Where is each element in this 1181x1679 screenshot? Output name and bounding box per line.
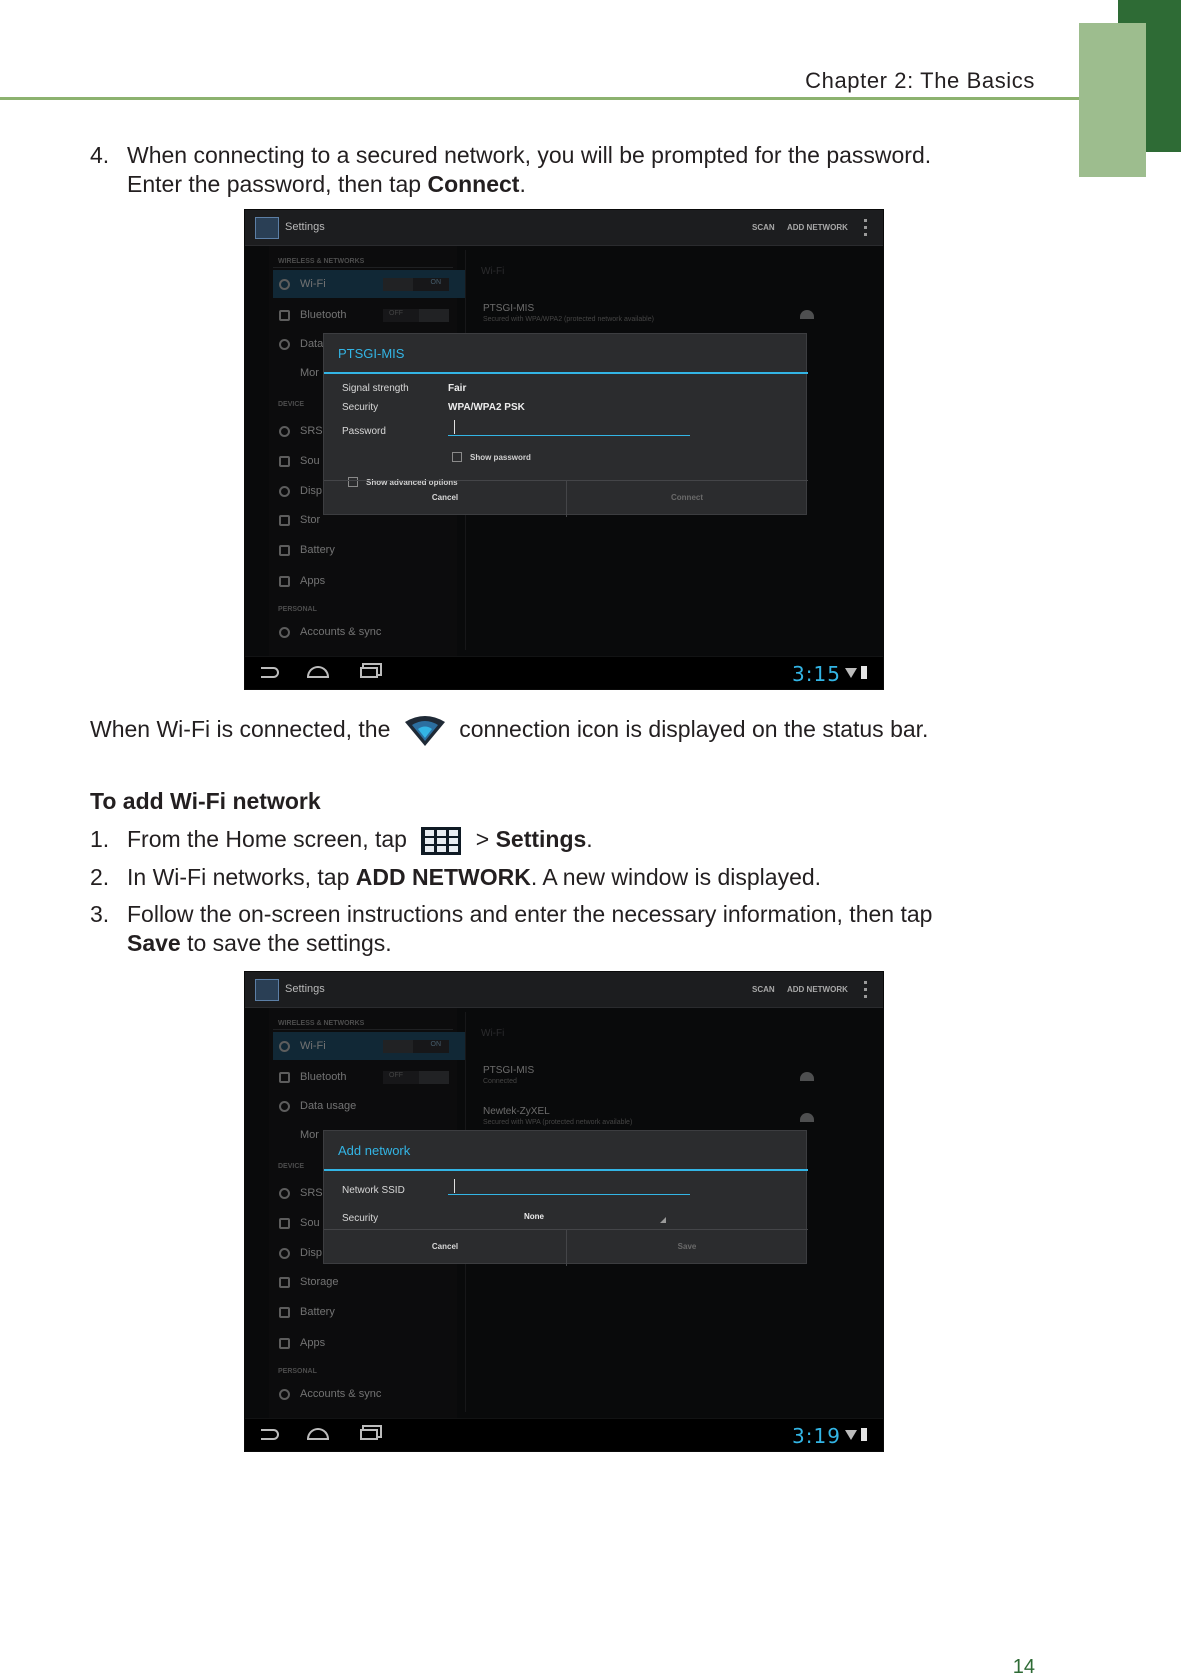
back-icon[interactable] [261, 1429, 279, 1440]
settings-term: Settings [495, 826, 587, 852]
dialog-title-rule [324, 372, 808, 374]
cancel-button[interactable]: Cancel [431, 1242, 459, 1251]
sidebar-item-label: Accounts & sync [300, 626, 382, 638]
security-label: Security [342, 1213, 379, 1224]
status-battery-icon [861, 666, 867, 679]
wifi-password-dialog [323, 333, 807, 515]
dialog-title-rule [324, 1169, 808, 1171]
toggle-state: ON [430, 1041, 441, 1048]
password-label: Password [342, 426, 386, 437]
wifi-icon [403, 714, 447, 748]
sidebar-item-label: Mor [300, 367, 319, 379]
wifi-note [90, 714, 928, 748]
sidebar-item-label: Wi-Fi [300, 278, 326, 290]
step-2-number: 2. [90, 864, 110, 890]
action-bar [245, 972, 884, 1008]
wifi-note-suffix: connection icon is displayed on the status bar. [459, 716, 929, 743]
add-network-action[interactable]: ADD NETWORK [787, 985, 848, 994]
password-input[interactable] [448, 422, 690, 436]
section-personal: PERSONAL [278, 1368, 317, 1375]
screenshot-add-network [244, 971, 884, 1452]
header-rule [0, 97, 1079, 100]
text-cursor [454, 420, 455, 434]
wifi-panel-title: Wi-Fi [481, 1028, 505, 1039]
network-status: Secured with WPA/WPA2 (protected network available) [483, 316, 654, 323]
sidebar-item-label: Data [300, 338, 324, 350]
show-password-checkbox[interactable] [452, 452, 462, 462]
settings-app-icon [255, 217, 279, 239]
apps-grid-icon [421, 827, 461, 855]
settings-app-icon [255, 979, 279, 1001]
step-4-number: 4. [90, 142, 110, 168]
network-ssid-label: Network SSID [342, 1185, 405, 1196]
section-device: DEVICE [278, 401, 305, 408]
sidebar-item-label: Apps [300, 575, 326, 587]
recent-apps-icon[interactable] [360, 667, 378, 678]
step-3-line1: Follow the on-screen instructions and enter the necessary information, then tap [127, 901, 933, 927]
dialog-buttons [324, 480, 808, 516]
security-label: Security [342, 402, 379, 413]
page-number: 14 [1012, 1656, 1035, 1678]
text-cursor [454, 1179, 455, 1193]
wifi-note-prefix: When Wi-Fi is connected, the [90, 716, 391, 743]
recent-apps-icon[interactable] [360, 1429, 378, 1440]
section-personal: PERSONAL [278, 606, 317, 613]
show-password-label: Show password [470, 453, 531, 462]
toggle-state: OFF [389, 310, 403, 317]
step-3-line2: Save to save the settings. [127, 930, 392, 956]
sidebar-item-label: Storage [300, 1276, 339, 1288]
sidebar-item-label: Sou [300, 1217, 320, 1229]
status-battery-icon [861, 1428, 867, 1441]
section-wireless: WIRELESS & NETWORKS [278, 258, 365, 265]
save-term: Save [127, 930, 181, 956]
sidebar-item-label: Disp [300, 485, 323, 497]
security-value: WPA/WPA2 PSK [448, 402, 525, 413]
add-network-dialog [323, 1130, 807, 1264]
advanced-options-label: Show advanced options [366, 478, 458, 487]
app-title: Settings [285, 221, 325, 233]
network-status: Connected [483, 1078, 517, 1085]
step-1-number: 1. [90, 826, 110, 852]
dialog-title: PTSGI-MIS [338, 346, 405, 361]
scan-action[interactable]: SCAN [752, 985, 775, 994]
add-network-term: ADD NETWORK [355, 864, 531, 890]
chapter-header: Chapter 2: The Basics [805, 68, 1035, 93]
sidebar-item-label: Bluetooth [300, 1071, 347, 1083]
toggle-state: OFF [389, 1072, 403, 1079]
overflow-menu-icon[interactable] [864, 219, 867, 237]
connect-button[interactable]: Connect [671, 493, 703, 502]
home-icon[interactable] [307, 666, 329, 678]
app-title: Settings [285, 983, 325, 995]
signal-strength-value: Fair [448, 383, 467, 394]
section-wireless: WIRELESS & NETWORKS [278, 1020, 365, 1027]
network-name: PTSGI-MIS [483, 1065, 535, 1076]
step-2-text: In Wi-Fi networks, tap ADD NETWORK. A new window is displayed. [127, 864, 822, 890]
action-bar [245, 210, 884, 246]
system-navbar [245, 657, 884, 689]
status-clock: 3:19 [792, 1424, 841, 1448]
network-name: Newtek-ZyXEL [483, 1106, 550, 1117]
status-wifi-icon [845, 1430, 857, 1440]
system-navbar [245, 1419, 884, 1451]
wifi-panel-title: Wi-Fi [481, 266, 505, 277]
section-heading: To add Wi-Fi network [90, 788, 321, 814]
home-icon[interactable] [307, 1428, 329, 1440]
sidebar-item-label: Sou [300, 455, 320, 467]
status-clock: 3:15 [792, 662, 841, 686]
connect-term: Connect [427, 171, 520, 197]
sidebar-item-label: Battery [300, 1306, 335, 1318]
dialog-title: Add network [338, 1143, 411, 1158]
overflow-menu-icon[interactable] [864, 981, 867, 999]
signal-strength-label: Signal strength [342, 383, 409, 394]
save-button[interactable]: Save [677, 1242, 697, 1251]
step-3-number: 3. [90, 901, 110, 927]
sidebar-item-label: Disp [300, 1247, 323, 1259]
step-4-line2: Enter the password, then tap Connect. [127, 171, 526, 197]
sidebar-item-label: Stor [300, 514, 321, 526]
network-ssid-input[interactable] [448, 1181, 690, 1195]
sidebar-item-label: Mor [300, 1129, 319, 1141]
sidebar-item-label: Wi-Fi [300, 1040, 326, 1052]
sidebar-item-label: SRS [300, 1187, 323, 1199]
status-wifi-icon [845, 668, 857, 678]
sidebar-item-label: Battery [300, 544, 335, 556]
sidebar-item-label: Apps [300, 1337, 326, 1349]
back-icon[interactable] [261, 667, 279, 678]
network-status: Secured with WPA (protected network available) [483, 1119, 633, 1126]
screenshot-wifi-password [244, 209, 884, 690]
step-1-text: From the Home screen, tap > Settings. [127, 825, 593, 855]
sidebar-item-label: Accounts & sync [300, 1388, 382, 1400]
chapter-tab-light [1079, 23, 1146, 177]
sidebar-item-label: Bluetooth [300, 309, 347, 321]
network-name: PTSGI-MIS [483, 303, 535, 314]
section-device: DEVICE [278, 1163, 305, 1170]
dropdown-arrow-icon [660, 1217, 666, 1223]
add-network-action[interactable]: ADD NETWORK [787, 223, 848, 232]
toggle-state: ON [430, 279, 441, 286]
sidebar-item-label: SRS [300, 425, 323, 437]
sidebar-item-label: Data usage [300, 1100, 357, 1112]
scan-action[interactable]: SCAN [752, 223, 775, 232]
cancel-button[interactable]: Cancel [431, 493, 459, 502]
step-4-line1: When connecting to a secured network, you will be prompted for the password. [127, 142, 932, 168]
dialog-buttons [324, 1229, 808, 1265]
security-select[interactable]: None [524, 1212, 544, 1221]
